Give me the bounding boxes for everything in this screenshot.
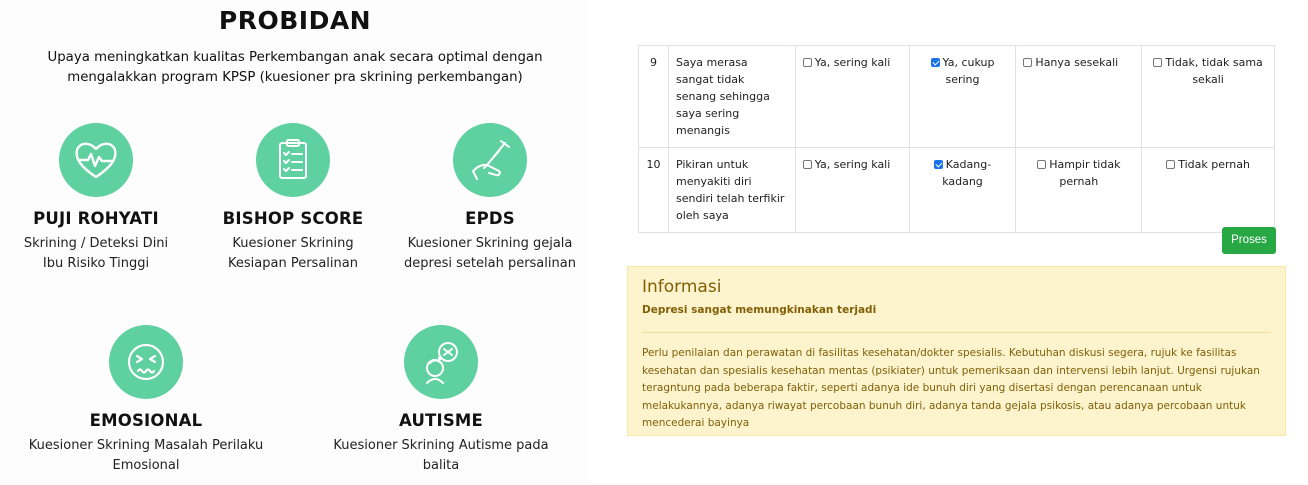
card-title: EPDS [465, 209, 515, 228]
checkbox[interactable] [1166, 160, 1175, 169]
hand-syringe-icon [453, 123, 527, 197]
table-row [639, 148, 1275, 233]
card-description: Skrining / Deteksi Dini Ibu Risiko Tinggi [23, 236, 169, 271]
clipboard-checklist-icon [256, 123, 330, 197]
option-label: Ya, sering kali [814, 56, 891, 69]
option-label: Ya, cukup sering [942, 56, 995, 86]
checkbox[interactable] [1153, 58, 1162, 67]
card-emosional[interactable] [28, 325, 264, 476]
option-cell[interactable] [795, 46, 909, 148]
checkbox[interactable] [803, 58, 812, 67]
question-text: Saya merasa sangat tidak senang sehingga saya sering menangis [668, 46, 795, 148]
option-cell[interactable] [1016, 148, 1142, 233]
page-title: PROBIDAN [218, 6, 372, 35]
option-cell[interactable] [795, 148, 909, 233]
question-number: 9 [639, 46, 669, 148]
info-heading: Informasi [642, 277, 722, 297]
table-row [639, 46, 1275, 148]
heart-pulse-icon [59, 123, 133, 197]
option-label: Kadang-kadang [942, 158, 992, 188]
card-description: Kuesioner Skrining Kesiapan Persalinan [228, 236, 358, 271]
question-text: Pikiran untuk menyakiti diri sendiri telah terfikir oleh saya [668, 148, 795, 233]
card-puji-rohyati[interactable] [16, 123, 176, 274]
card-description: Kuesioner Skrining gejala depresi setelah persalinan [404, 236, 576, 271]
card-description: Kuesioner Skrining Autisme pada balita [333, 438, 549, 473]
card-description: Kuesioner Skrining Masalah Perilaku Emosional [28, 438, 264, 473]
option-cell[interactable] [1142, 148, 1275, 233]
option-label: Tidak pernah [1178, 158, 1250, 171]
page-subtitle: Upaya meningkatkan kualitas Perkembangan anak secara optimal dengan mengalakkan program KPSP (kuesioner pra skrining perkembangan) [47, 50, 543, 85]
option-label: Tidak, tidak sama sekali [1165, 56, 1263, 86]
info-body: Perlu penilaian dan perawatan di fasilitas kesehatan/dokter spesialis. Kebutuhan diskusi segera, rujuk ke fasilitas kesehatan dan spesialis kesehatan mentas (psikiater) untuk pemeriksaan dan intervensi lebih lanjut. Urgensi rujukan teragntung pada beberapa faktir, seperti adanya ide bunuh diri yang disertasi dengan perencanaan untuk melakukannya, adanya riwayat percobaan bunuh diri, adanya tanda gejala psikosis, atau adanya percobaan untuk mencederai bayinya [642, 347, 1260, 429]
option-cell[interactable] [1142, 46, 1275, 148]
option-label: Ya, sering kali [814, 158, 891, 171]
card-title: EMOSIONAL [89, 411, 203, 430]
card-title: AUTISME [398, 411, 484, 430]
card-epds[interactable] [402, 123, 578, 274]
checkbox[interactable] [803, 160, 812, 169]
info-alert [627, 266, 1286, 436]
option-label: Hanya sesekali [1035, 56, 1119, 69]
questionnaire-table [638, 45, 1275, 233]
card-title: BISHOP SCORE [222, 209, 364, 228]
checkbox[interactable] [1037, 160, 1046, 169]
epds-questionnaire-panel [600, 0, 1308, 485]
child-thinking-icon [404, 325, 478, 399]
process-button[interactable]: Proses [1222, 227, 1276, 254]
card-title: PUJI ROHYATI [33, 209, 159, 228]
info-lead: Depresi sangat memungkinakan terjadi [642, 304, 877, 316]
divider [642, 332, 1271, 333]
option-cell[interactable] [909, 46, 1016, 148]
probidan-panel [0, 0, 590, 485]
question-number: 10 [639, 148, 669, 233]
card-bishop-score[interactable] [206, 123, 380, 274]
distressed-face-icon [109, 325, 183, 399]
checkbox-checked[interactable] [931, 58, 940, 67]
option-cell[interactable] [909, 148, 1016, 233]
checkbox[interactable] [1023, 58, 1032, 67]
option-label: Hampir tidak pernah [1049, 158, 1121, 188]
checkbox-checked[interactable] [934, 160, 943, 169]
option-cell[interactable] [1016, 46, 1142, 148]
card-autisme[interactable] [316, 325, 566, 476]
